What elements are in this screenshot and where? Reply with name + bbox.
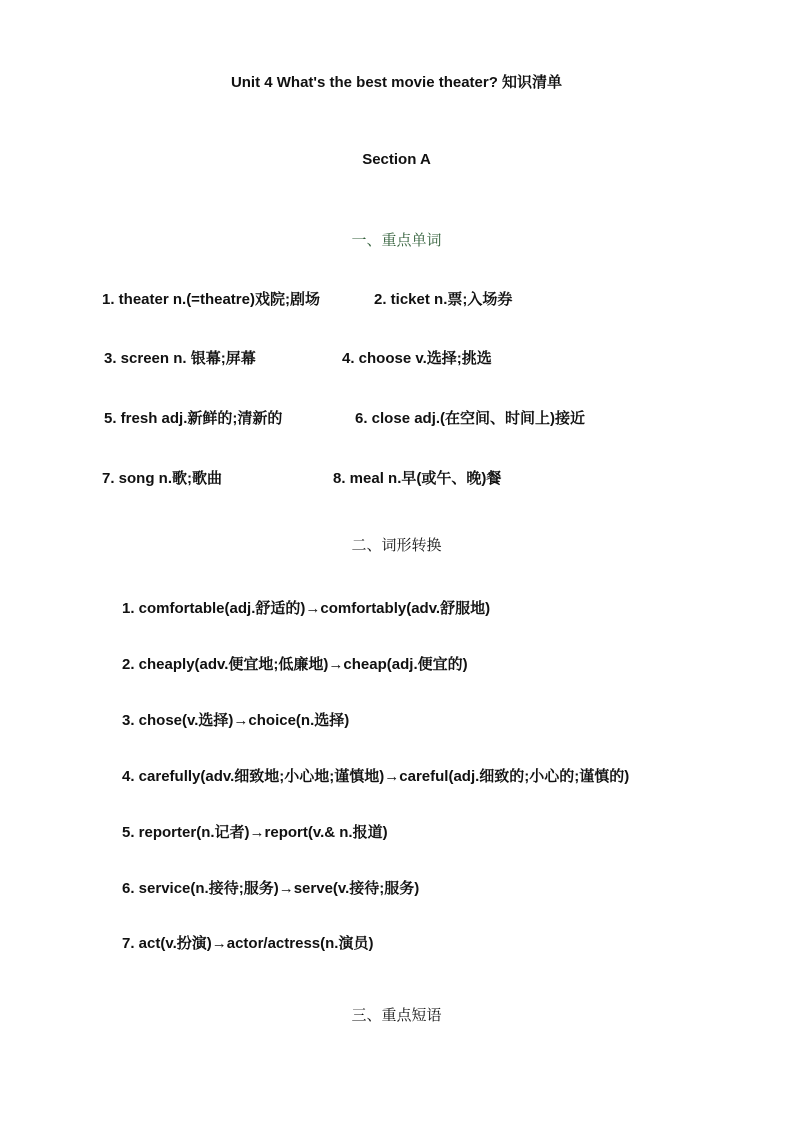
word-item: 4. choose v.选择;挑选 (342, 350, 492, 367)
part3-heading: 三、重点短语 (351, 1007, 442, 1024)
conversion-item: 2. cheaply(adv.便宜地;低廉地)→cheap(adj.便宜的) (122, 656, 468, 673)
word-item: 6. close adj.(在空间、时间上)接近 (355, 410, 586, 427)
conversion-item: 1. comfortable(adj.舒适的)→comfortably(adv.舒服地) (122, 600, 491, 617)
conversion-item: 5. reporter(n.记者)→report(v.& n.报道) (122, 824, 388, 841)
conversion-item: 7. act(v.扮演)→actor/actress(n.演员) (122, 935, 374, 952)
conversion-item: 6. service(n.接待;服务)→serve(v.接待;服务) (122, 880, 420, 897)
section-title: Section A (362, 151, 431, 168)
word-item: 1. theater n.(=theatre)戏院;剧场 (102, 291, 320, 308)
word-item: 8. meal n.早(或午、晚)餐 (333, 470, 502, 487)
word-item: 7. song n.歌;歌曲 (102, 470, 223, 487)
word-item: 3. screen n. 银幕;屏幕 (104, 350, 256, 367)
part2-heading: 二、词形转换 (351, 537, 442, 554)
word-item: 2. ticket n.票;入场券 (374, 291, 513, 308)
document-title: Unit 4 What's the best movie theater? 知识清单 (230, 74, 563, 91)
word-item: 5. fresh adj.新鲜的;清新的 (104, 410, 283, 427)
conversion-item: 3. chose(v.选择)→choice(n.选择) (122, 712, 350, 729)
part1-heading: 一、重点单词 (351, 232, 442, 249)
conversion-item: 4. carefully(adv.细致地;小心地;谨慎地)→careful(adj.细致的;小心的;谨慎的) (122, 768, 630, 785)
